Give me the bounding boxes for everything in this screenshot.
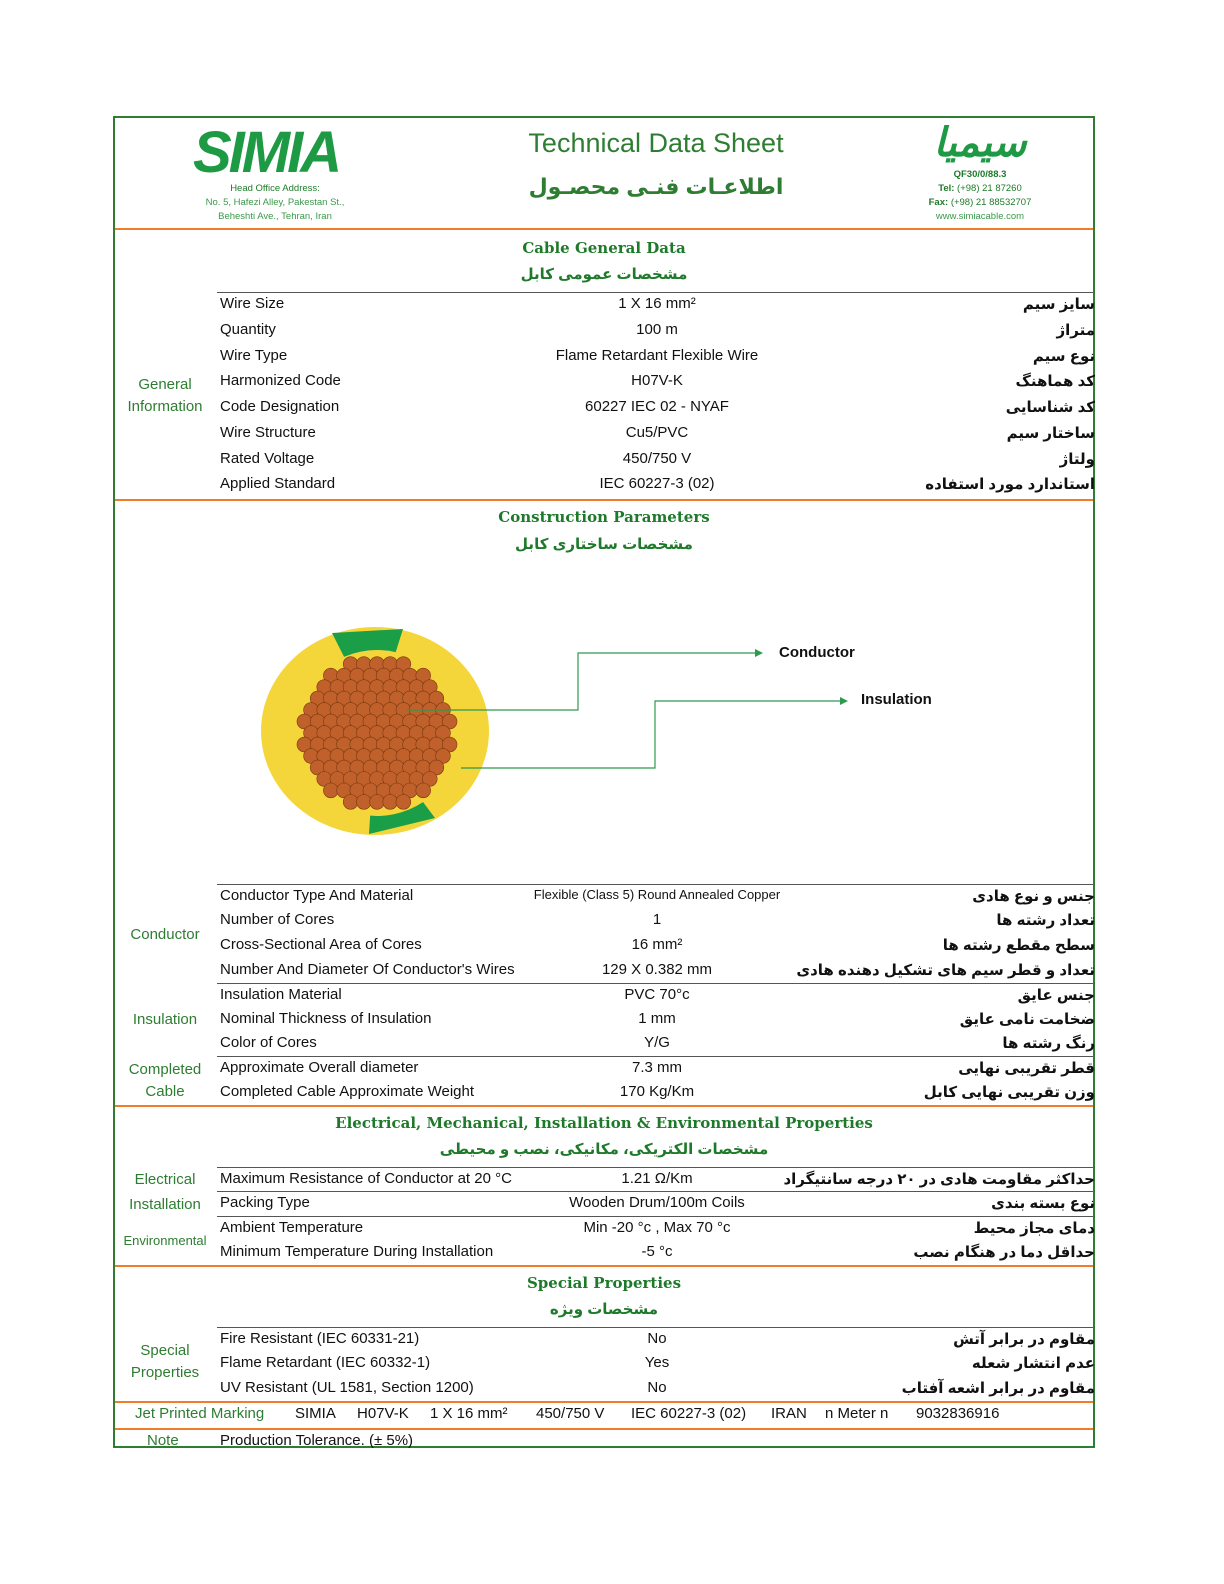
marking-item: 450/750 V <box>536 1405 605 1422</box>
table-row <box>217 1240 1095 1264</box>
row-label-en: Flame Retardant (IEC 60332-1) <box>220 1354 431 1371</box>
row-value: PVC 70°c <box>624 986 690 1003</box>
section-divider <box>115 1265 1093 1267</box>
table-row <box>217 1167 1095 1191</box>
row-label-fa: تعداد و قطر سیم های تشکیل دهنده هادی <box>796 962 1095 979</box>
category-special-properties <box>115 1340 215 1384</box>
row-label-en: Approximate Overall diameter <box>220 1059 419 1076</box>
marking-item: n Meter n <box>825 1405 889 1422</box>
row-label-en: Fire Resistant (IEC 60331-21) <box>220 1330 420 1347</box>
marking-item: H07V-K <box>357 1405 409 1422</box>
row-value: 170 Kg/Km <box>619 1083 695 1100</box>
row-label-fa: حداقل دما در هنگام نصب <box>913 1244 1095 1261</box>
row-label-en: Packing Type <box>220 1194 310 1211</box>
table-row <box>217 292 1095 316</box>
conductor-label: Conductor <box>779 644 855 661</box>
row-label-en: Harmonized Code <box>220 372 341 389</box>
row-label-fa: نوع سیم <box>1032 348 1095 365</box>
row-value: 60227 IEC 02 - NYAF <box>585 398 729 415</box>
row-value: Yes <box>644 1354 670 1371</box>
row-value: IEC 60227-3 (02) <box>599 475 715 492</box>
head-office-address <box>175 182 375 224</box>
row-label-en: Minimum Temperature During Installation <box>220 1243 494 1260</box>
row-label-fa: رنگ رشته ها <box>1002 1035 1095 1052</box>
construction-title: Construction Parameters <box>498 508 710 526</box>
row-label-en: Cross-Sectional Area of Cores <box>220 936 422 953</box>
row-value: 450/750 V <box>622 450 692 467</box>
address-line-1: No. 5, Hafezi Alley, Pakestan St., <box>205 197 345 208</box>
row-label-fa: ولتاژ <box>1059 451 1095 468</box>
row-label-en: UV Resistant (UL 1581, Section 1200) <box>220 1379 474 1396</box>
row-label-fa: عدم انتشار شعله <box>971 1355 1095 1372</box>
row-label-en: Quantity <box>220 321 276 338</box>
note-text: Production Tolerance. (± 5%) <box>220 1432 414 1449</box>
row-value: 129 X 0.382 mm <box>601 961 713 978</box>
row-value: Y/G <box>644 1034 670 1051</box>
table-row <box>217 958 1095 982</box>
row-label-fa: ساختار سیم <box>1006 425 1095 442</box>
row-label-en: Applied Standard <box>220 475 336 492</box>
table-row <box>217 395 1095 419</box>
special-title-fa: مشخصات ویژه <box>549 1301 659 1318</box>
simia-logo: SIMIA <box>193 120 340 185</box>
marking-item: 9032836916 <box>916 1405 1000 1422</box>
row-value: Wooden Drum/100m Coils <box>569 1194 745 1211</box>
row-label-fa: سطح مقطع رشته ها <box>942 937 1095 954</box>
electrical-title: Electrical, Mechanical, Installation & Environmental Properties <box>335 1114 873 1132</box>
special-title: Special Properties <box>526 1274 682 1292</box>
table-row <box>217 447 1095 471</box>
row-value: 1 <box>652 911 662 928</box>
note-label: Note <box>147 1432 179 1449</box>
row-label-fa: سایز سیم <box>1022 296 1095 313</box>
section-divider <box>115 1105 1093 1107</box>
table-row <box>217 1007 1095 1031</box>
row-label-en: Ambient Temperature <box>220 1219 364 1236</box>
row-label-fa: مقاوم در برابر آتش <box>953 1331 1095 1348</box>
marking-item: IEC 60227-3 (02) <box>631 1405 747 1422</box>
category-completed-line1: Completed <box>128 1061 202 1078</box>
row-label-en: Completed Cable Approximate Weight <box>220 1083 475 1100</box>
row-value: H07V-K <box>631 372 683 389</box>
row-label-en: Insulation Material <box>220 986 342 1003</box>
row-label-en: Maximum Resistance of Conductor at 20 °C <box>220 1170 512 1187</box>
row-value: 1.21 Ω/Km <box>621 1170 693 1187</box>
callout-lines <box>115 618 875 818</box>
marking-label: Jet Printed Marking <box>135 1405 265 1422</box>
tel-label: Tel: <box>938 183 955 194</box>
table-row <box>217 933 1095 957</box>
row-label-en: Number of Cores <box>220 911 335 928</box>
category-general <box>115 374 215 418</box>
row-label-fa: تعداد رشته ها <box>996 912 1095 929</box>
address-title: Head Office Address: <box>230 183 320 194</box>
tel-line <box>905 182 1055 196</box>
page-title-fa: اطلاعـات فنـی محصـول <box>528 174 784 199</box>
row-label-en: Conductor Type And Material <box>220 887 414 904</box>
table-row <box>217 1376 1095 1400</box>
row-label-fa: وزن تقریبی نهایی کابل <box>923 1084 1095 1101</box>
category-completed-line2: Cable <box>145 1083 185 1100</box>
tel-value: (+98) 21 87260 <box>957 183 1022 194</box>
row-label-fa: دمای مجاز محیط <box>973 1220 1095 1237</box>
category-special-line1: Special <box>140 1342 190 1359</box>
row-value: Cu5/PVC <box>625 424 689 441</box>
section-divider <box>115 1401 1093 1403</box>
contact-block <box>905 168 1055 224</box>
website: www.simiacable.com <box>935 211 1025 222</box>
insulation-arrow-head <box>840 697 848 705</box>
table-row <box>217 369 1095 393</box>
table-row <box>217 884 1095 908</box>
table-row <box>217 1191 1095 1215</box>
category-completed-cable <box>115 1059 215 1103</box>
row-label-en: Nominal Thickness of Insulation <box>220 1010 432 1027</box>
insulation-label: Insulation <box>861 691 932 708</box>
category-electrical: Electrical <box>134 1171 196 1188</box>
row-label-fa: حداکثر مقاومت هادی در ۲۰ درجه سانتیگراد <box>783 1171 1095 1188</box>
row-value: 100 m <box>636 321 678 338</box>
row-label-en: Color of Cores <box>220 1034 317 1051</box>
row-label-en: Rated Voltage <box>220 450 315 467</box>
table-row <box>217 1351 1095 1375</box>
category-environmental: Environmental <box>123 1233 207 1248</box>
row-value: 7.3 mm <box>631 1059 682 1076</box>
row-value: No <box>647 1330 667 1347</box>
marking-item: IRAN <box>771 1405 807 1422</box>
data-sheet <box>113 116 1095 1448</box>
table-row <box>217 983 1095 1007</box>
category-special-line2: Properties <box>130 1364 200 1381</box>
fax-value: (+98) 21 88532707 <box>950 197 1032 208</box>
row-label-fa: جنس و نوع هادی <box>972 888 1095 905</box>
row-value: 1 X 16 mm² <box>618 295 696 312</box>
table-row <box>217 344 1095 368</box>
fax-line <box>905 196 1055 210</box>
table-row <box>217 1216 1095 1240</box>
row-label-en: Code Designation <box>220 398 340 415</box>
row-label-en: Wire Type <box>220 347 288 364</box>
section-divider <box>115 228 1093 230</box>
category-general-line1: General <box>138 376 192 393</box>
row-label-fa: جنس عایق <box>1017 987 1095 1004</box>
row-value: 16 mm² <box>631 936 683 953</box>
general-title-fa: مشخصات عمومی کابل <box>520 266 688 283</box>
section-divider <box>115 499 1093 501</box>
electrical-title-fa: مشخصات الکتریکی، مکانیکی، نصب و محیطی <box>439 1141 769 1158</box>
row-label-fa: کد شناسایی <box>1005 399 1095 416</box>
conductor-arrow-head <box>755 649 763 657</box>
table-row <box>217 1080 1095 1104</box>
table-row <box>217 1031 1095 1055</box>
doc-code: QF30/0/88.3 <box>953 169 1007 180</box>
row-value: 1 mm <box>638 1010 676 1027</box>
table-row <box>217 1056 1095 1080</box>
row-label-en: Wire Structure <box>220 424 316 441</box>
table-row <box>217 472 1095 496</box>
category-installation: Installation <box>129 1196 201 1213</box>
category-insulation: Insulation <box>132 1011 198 1028</box>
row-value: Flame Retardant Flexible Wire <box>555 347 759 364</box>
row-value: No <box>647 1379 667 1396</box>
category-general-line2: Information <box>127 398 203 415</box>
row-label-fa: نوع بسته بندی <box>991 1195 1095 1212</box>
insulation-callout-line <box>461 701 840 768</box>
row-value: -5 °c <box>641 1243 673 1260</box>
fax-label: Fax: <box>928 197 949 208</box>
row-label-fa: کد هماهنگ <box>1015 373 1095 390</box>
general-title: Cable General Data <box>522 239 686 257</box>
row-label-fa: متراژ <box>1056 322 1095 339</box>
row-value: Flexible (Class 5) Round Annealed Copper <box>533 887 781 902</box>
row-label-fa: قطر تقریبی نهایی <box>958 1060 1095 1077</box>
table-row <box>217 908 1095 932</box>
marking-item: 1 X 16 mm² <box>430 1405 508 1422</box>
row-label-fa: استاندارد مورد استفاده <box>925 476 1095 493</box>
category-conductor: Conductor <box>130 926 200 943</box>
row-label-en: Number And Diameter Of Conductor's Wires <box>220 961 515 978</box>
table-row <box>217 318 1095 342</box>
table-row <box>217 1327 1095 1351</box>
row-label-fa: مقاوم در برابر اشعه آفتاب <box>901 1380 1095 1397</box>
row-label-fa: ضخامت نامی عایق <box>959 1011 1095 1028</box>
section-divider <box>115 1428 1093 1430</box>
table-row <box>217 421 1095 445</box>
simia-logo-fa: سیمیا <box>933 121 1027 165</box>
construction-title-fa: مشخصات ساختاری کابل <box>515 536 693 553</box>
address-line-2: Beheshti Ave., Tehran, Iran <box>218 211 332 222</box>
row-label-en: Wire Size <box>220 295 285 312</box>
page-title: Technical Data Sheet <box>528 128 784 158</box>
row-value: Min -20 °c , Max 70 °c <box>583 1219 731 1236</box>
marking-item: SIMIA <box>295 1405 336 1422</box>
